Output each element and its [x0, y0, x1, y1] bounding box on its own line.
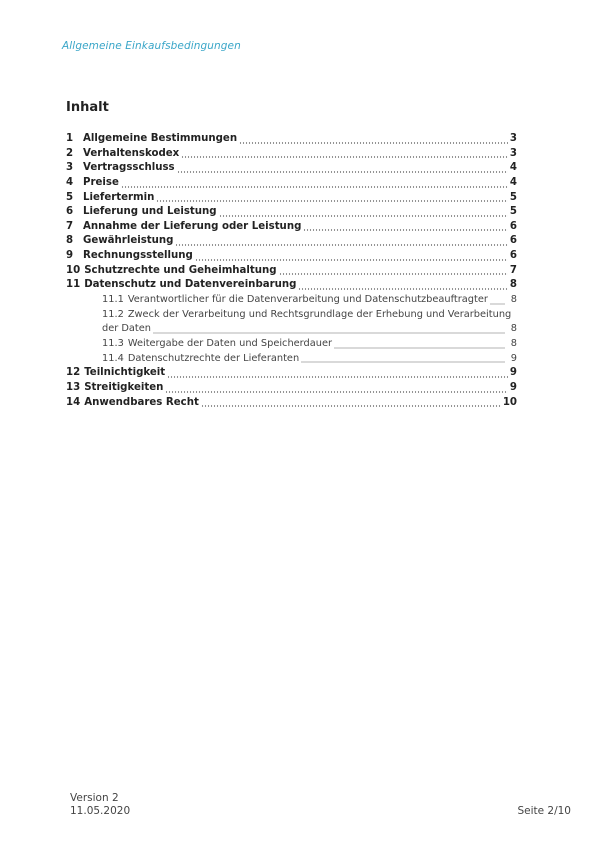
toc-entry-number: 1: [66, 132, 74, 144]
toc-dot-leader: [301, 361, 505, 363]
toc-entry-number: 3: [66, 162, 74, 174]
toc-heading: Inhalt: [66, 100, 109, 115]
toc-dot-leader: [239, 142, 508, 144]
toc-dot-leader: [490, 303, 505, 305]
footer-date: 11.05.2020: [70, 805, 131, 817]
toc-entry-title: Liefertermin: [83, 191, 155, 203]
toc-entry-title: Allgemeine Bestimmungen: [83, 132, 238, 144]
toc-entry-title: Zweck der Verarbeitung und Rechtsgrundlage der Erhebung und Verarbeitung: [127, 308, 512, 320]
toc-entry-title: Datenschutzrechte der Lieferanten: [127, 352, 300, 364]
toc-entry-page: 9: [510, 352, 517, 364]
toc-entry-page: 7: [509, 264, 517, 276]
toc-entry-page: 5: [509, 206, 517, 218]
toc-entry-page: 3: [509, 147, 517, 159]
toc-entry-page: 6: [509, 250, 517, 262]
toc-entry-11[interactable]: [66, 278, 517, 293]
toc-entry-title: Datenschutz und Datenvereinbarung: [84, 279, 297, 291]
toc-entry-number: 13: [66, 381, 81, 393]
toc-dot-leader: [298, 288, 507, 290]
toc-entry-2[interactable]: [66, 147, 517, 162]
toc-entry-title: Schutzrechte und Geheimhaltung: [84, 264, 277, 276]
toc-entry-1[interactable]: [66, 132, 517, 147]
toc-dot-leader: [167, 376, 508, 378]
toc-entry-3[interactable]: [66, 161, 517, 176]
footer-version-block: [70, 792, 130, 818]
toc-dot-leader: [153, 332, 505, 334]
toc-dot-leader: [177, 171, 508, 173]
toc-entry-page: 4: [509, 162, 517, 174]
toc-entry-page: 6: [509, 220, 517, 232]
toc-dot-leader: [201, 405, 501, 407]
toc-entry-7[interactable]: [66, 220, 517, 235]
toc-entry-page: 8: [510, 294, 517, 306]
toc-entry-title: Verantwortlicher für die Datenverarbeitung und Datenschutzbeauftragter: [127, 294, 488, 306]
table-of-contents: [66, 132, 517, 410]
toc-entry-number: 6: [66, 206, 74, 218]
toc-entry-number: 2: [66, 147, 74, 159]
toc-entry-number: 11.1: [102, 294, 124, 306]
toc-entry-page: 3: [509, 132, 517, 144]
toc-entry-11-3[interactable]: [66, 337, 517, 352]
toc-entry-12[interactable]: [66, 366, 517, 381]
toc-entry-page: 6: [509, 235, 517, 247]
toc-entry-title: Verhaltenskodex: [83, 147, 180, 159]
toc-entry-9[interactable]: [66, 249, 517, 264]
toc-dot-leader: [279, 273, 508, 275]
toc-entry-number: 7: [66, 220, 74, 232]
toc-entry-number: 8: [66, 235, 74, 247]
toc-entry-14[interactable]: [66, 396, 517, 411]
toc-entry-page: 9: [509, 381, 517, 393]
toc-entry-number: 12: [66, 367, 81, 379]
toc-entry-number: 11.2: [102, 308, 124, 320]
toc-dot-leader: [334, 347, 505, 349]
toc-dot-leader: [156, 200, 507, 202]
toc-entry-11-2-continued[interactable]: [66, 322, 517, 337]
toc-entry-number: 4: [66, 176, 74, 188]
toc-entry-10[interactable]: [66, 264, 517, 279]
toc-entry-13[interactable]: [66, 381, 517, 396]
toc-entry-number: 11: [66, 279, 81, 291]
toc-entry-title: Teilnichtigkeit: [84, 367, 166, 379]
toc-entry-number: 14: [66, 396, 81, 408]
toc-dot-leader: [195, 259, 508, 261]
toc-entry-11-4[interactable]: [66, 352, 517, 367]
toc-entry-number: 11.4: [102, 352, 124, 364]
toc-entry-number: 10: [66, 264, 81, 276]
toc-entry-title: Rechnungsstellung: [83, 250, 193, 262]
toc-entry-title: Preise: [83, 176, 119, 188]
toc-entry-number: 11.3: [102, 337, 124, 349]
toc-entry-6[interactable]: [66, 205, 517, 220]
toc-entry-page: 8: [510, 323, 517, 335]
toc-entry-page: 10: [502, 396, 517, 408]
toc-dot-leader: [121, 186, 508, 188]
toc-entry-title: Streitigkeiten: [84, 381, 164, 393]
toc-entry-page: 4: [509, 176, 517, 188]
toc-entry-page: 8: [509, 279, 517, 291]
toc-entry-number: 5: [66, 191, 74, 203]
footer-page-number: Seite 2/10: [517, 805, 571, 817]
toc-entry-number: 9: [66, 250, 74, 262]
toc-dot-leader: [165, 391, 507, 393]
toc-entry-page: 8: [510, 337, 517, 349]
document-header-title: Allgemeine Einkaufsbedingungen: [62, 40, 241, 52]
toc-entry-4[interactable]: [66, 176, 517, 191]
toc-entry-title: Weitergabe der Daten und Speicherdauer: [127, 337, 333, 349]
toc-entry-title: Lieferung und Leistung: [83, 206, 217, 218]
toc-entry-5[interactable]: [66, 191, 517, 206]
toc-entry-title: Annahme der Lieferung oder Leistung: [83, 220, 302, 232]
toc-dot-leader: [219, 215, 508, 217]
toc-entry-page: 9: [509, 367, 517, 379]
toc-entry-11-1[interactable]: [66, 293, 517, 308]
toc-entry-title: Vertragsschluss: [83, 162, 175, 174]
toc-dot-leader: [175, 244, 507, 246]
footer-version: Version 2: [70, 792, 119, 804]
toc-entry-title: Anwendbares Recht: [84, 396, 199, 408]
toc-entry-8[interactable]: [66, 234, 517, 249]
toc-dot-leader: [181, 156, 508, 158]
toc-entry-11-2[interactable]: [66, 308, 517, 323]
toc-dot-leader: [303, 229, 508, 231]
toc-entry-title: Gewährleistung: [83, 235, 174, 247]
toc-entry-title-continued: der Daten: [102, 323, 152, 335]
toc-entry-page: 5: [509, 191, 517, 203]
